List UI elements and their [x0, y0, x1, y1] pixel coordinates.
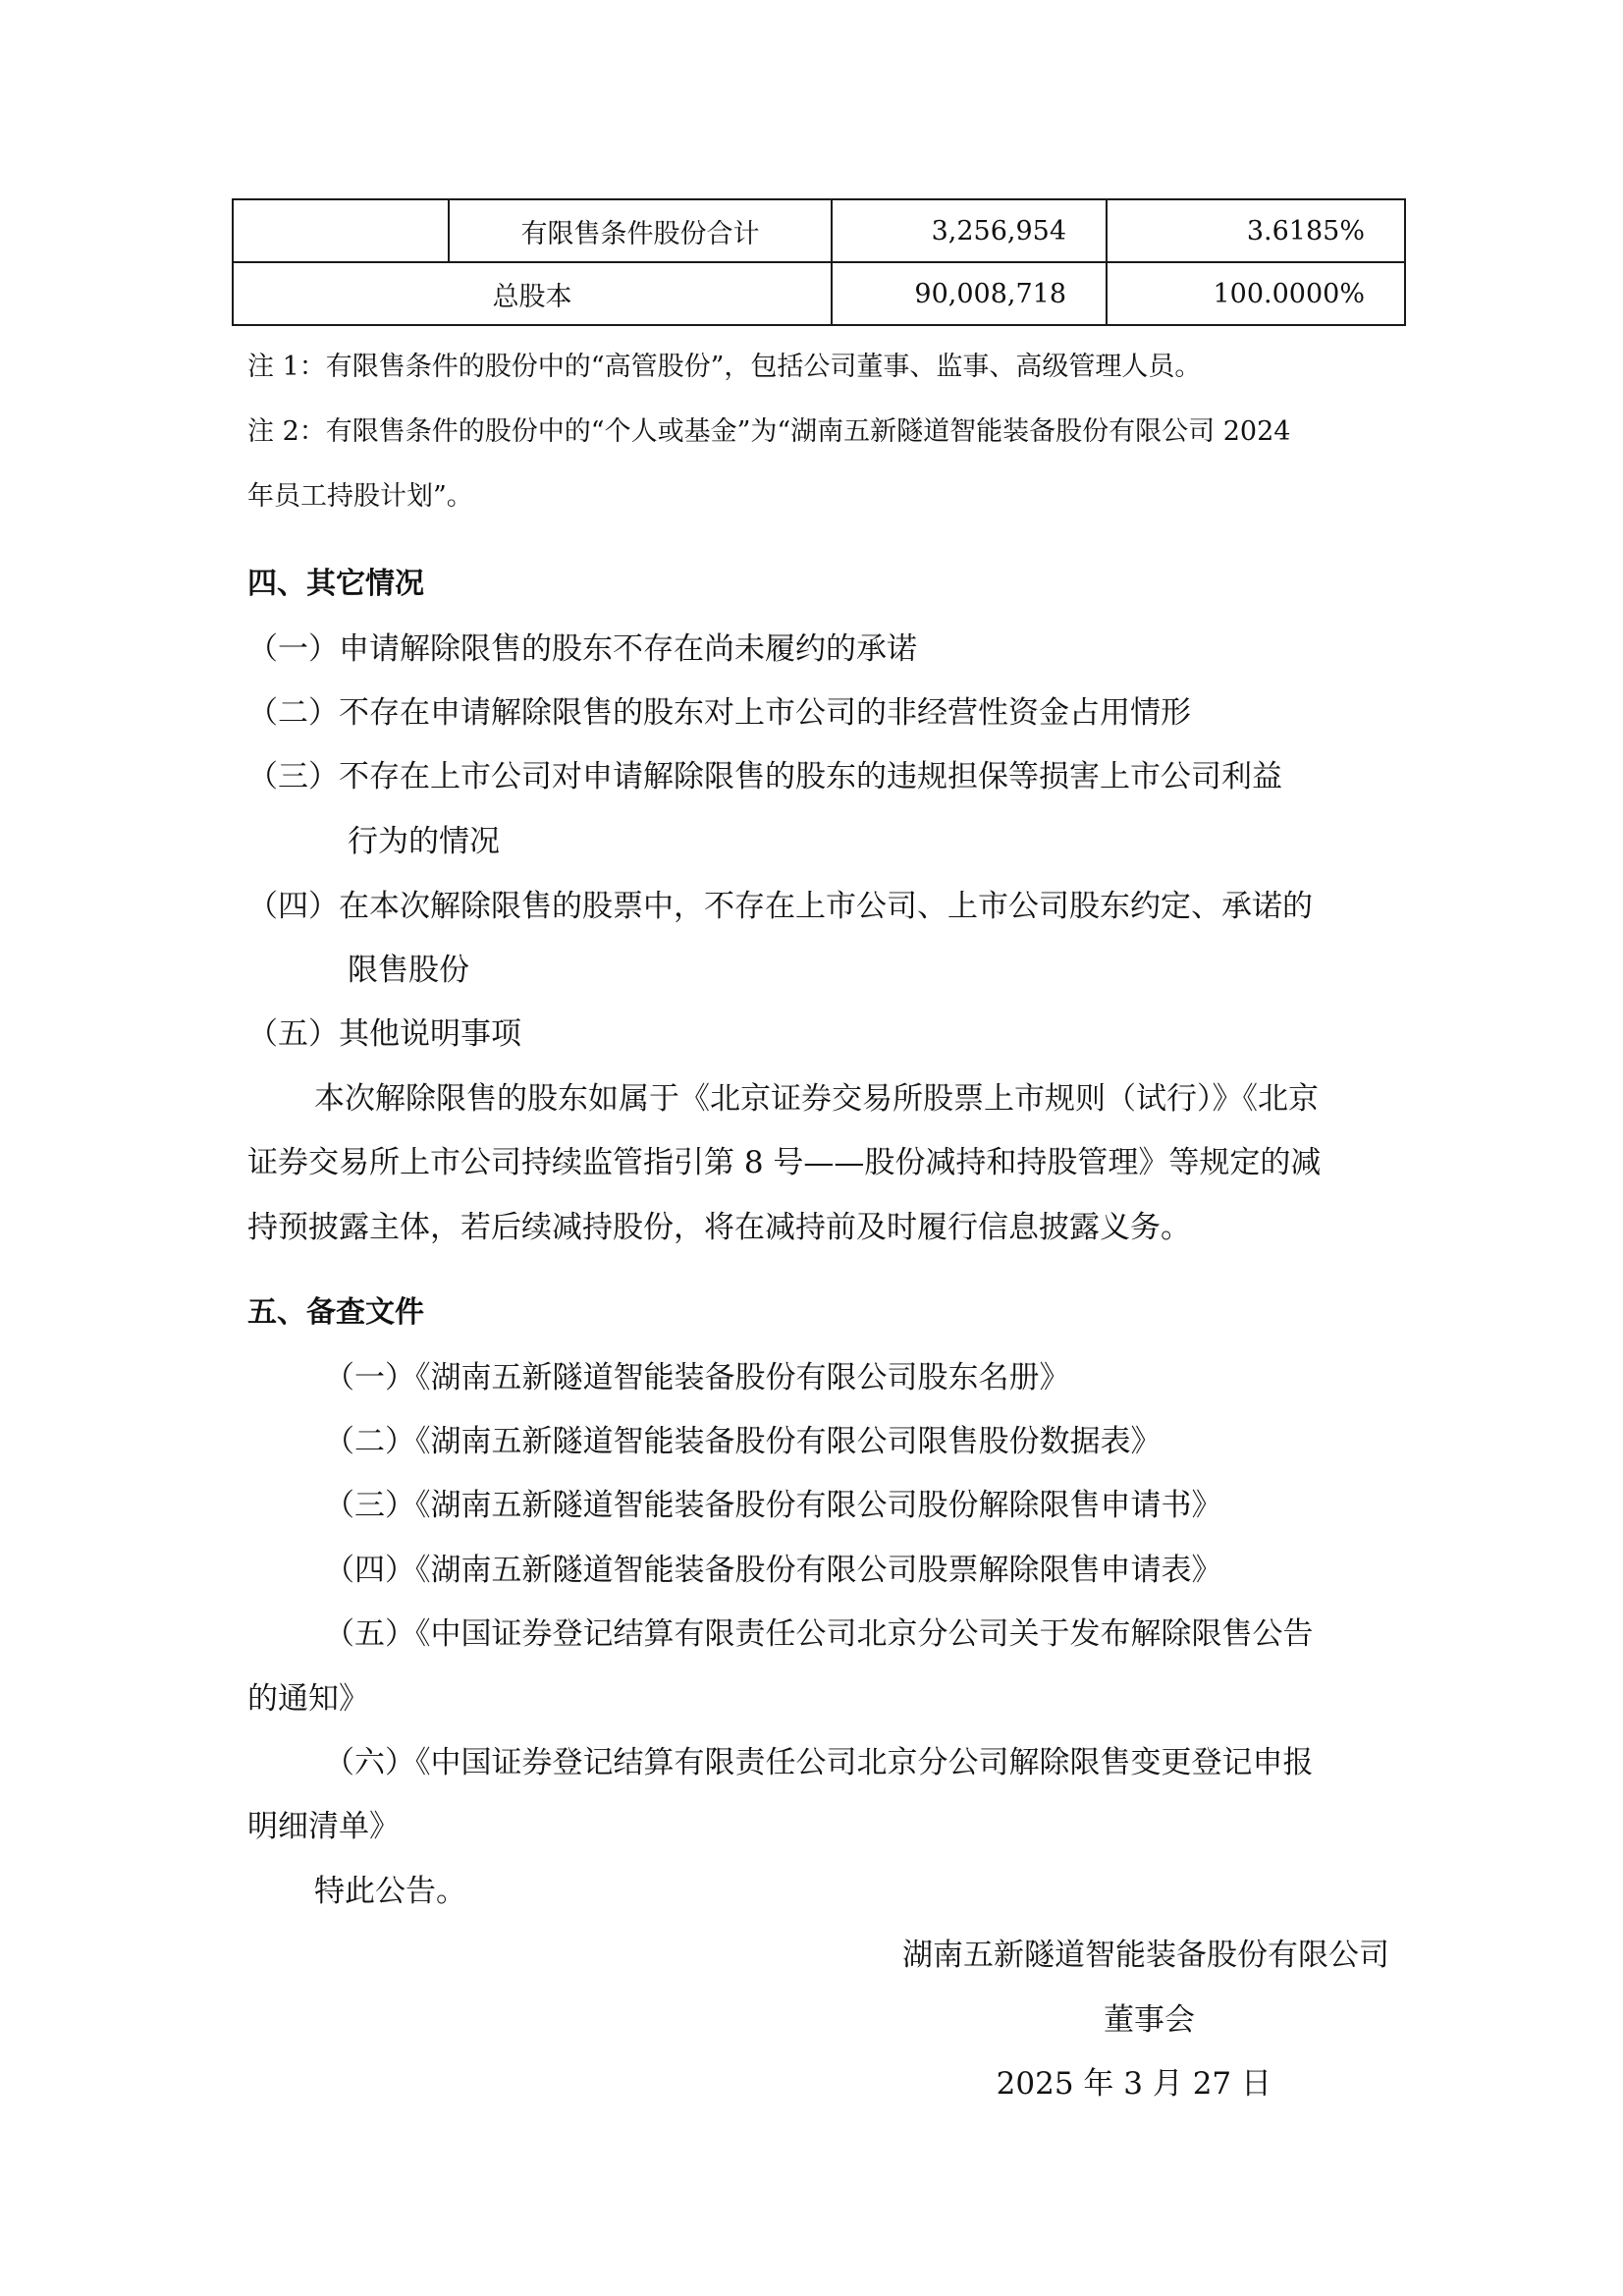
share-structure-table	[232, 198, 1406, 326]
reference-6-cont: 明细清单》	[247, 1809, 400, 1844]
section-4-item-1: （一）申请解除限售的股东不存在尚未履约的承诺	[247, 631, 917, 667]
table-cell-label: 有限售条件股份合计	[449, 199, 832, 262]
reference-5-cont: 的通知》	[247, 1681, 369, 1717]
reference-4: （四）《湖南五新隧道智能装备股份有限公司股票解除限售申请表》	[324, 1553, 1222, 1588]
table-row	[233, 262, 1405, 325]
section-4-heading: 四、其它情况	[247, 567, 424, 601]
section-4-paragraph: 本次解除限售的股东如属于《北京证券交易所股票上市规则（试行）》《北京	[314, 1081, 1319, 1117]
table-cell-shares: 90,008,718	[832, 262, 1107, 325]
table-row	[233, 199, 1405, 262]
section-4-paragraph-cont: 证券交易所上市公司持续监管指引第 8 号——股份减持和持股管理》等规定的减	[247, 1145, 1322, 1180]
table-cell-shares: 3,256,954	[832, 199, 1107, 262]
section-4-item-4: （四）在本次解除限售的股票中，不存在上市公司、上市公司股东约定、承诺的	[247, 889, 1313, 924]
section-4-item-2: （二）不存在申请解除限售的股东对上市公司的非经营性资金占用情形	[247, 695, 1191, 731]
table-cell-empty	[233, 199, 449, 262]
section-5-heading: 五、备查文件	[247, 1295, 424, 1330]
reference-3: （三）《湖南五新隧道智能装备股份有限公司股份解除限售申请书》	[324, 1488, 1222, 1523]
table-cell-label: 总股本	[233, 262, 832, 325]
section-4-item-3-cont: 行为的情况	[348, 824, 500, 859]
section-4-item-4-cont: 限售股份	[348, 953, 469, 988]
note-2-cont: 年员工持股计划”。	[247, 481, 473, 512]
signature-company: 湖南五新隧道智能装备股份有限公司	[902, 1938, 1389, 1973]
table-cell-ratio: 3.6185%	[1107, 199, 1405, 262]
note-1: 注 1：有限售条件的股份中的“高管股份”，包括公司董事、监事、高级管理人员。	[247, 352, 1202, 382]
reference-5: （五）《中国证券登记结算有限责任公司北京分公司关于发布解除限售公告	[324, 1616, 1314, 1652]
closing-text: 特此公告。	[314, 1874, 466, 1909]
signature-board: 董事会	[1104, 2002, 1195, 2038]
note-2: 注 2：有限售条件的股份中的“个人或基金”为“湖南五新隧道智能装备股份有限公司 2024	[247, 416, 1291, 447]
section-4-paragraph-cont: 持预披露主体，若后续减持股份，将在减持前及时履行信息披露义务。	[247, 1210, 1191, 1245]
table-cell-ratio: 100.0000%	[1107, 262, 1405, 325]
signature-date: 2025 年 3 月 27 日	[996, 2066, 1271, 2102]
section-4-item-3: （三）不存在上市公司对申请解除限售的股东的违规担保等损害上市公司利益	[247, 759, 1282, 794]
reference-6: （六）《中国证券登记结算有限责任公司北京分公司解除限售变更登记申报	[324, 1745, 1314, 1780]
section-4-item-5: （五）其他说明事项	[247, 1016, 521, 1052]
reference-2: （二）《湖南五新隧道智能装备股份有限公司限售股份数据表》	[324, 1424, 1162, 1459]
reference-1: （一）《湖南五新隧道智能装备股份有限公司股东名册》	[324, 1360, 1070, 1395]
